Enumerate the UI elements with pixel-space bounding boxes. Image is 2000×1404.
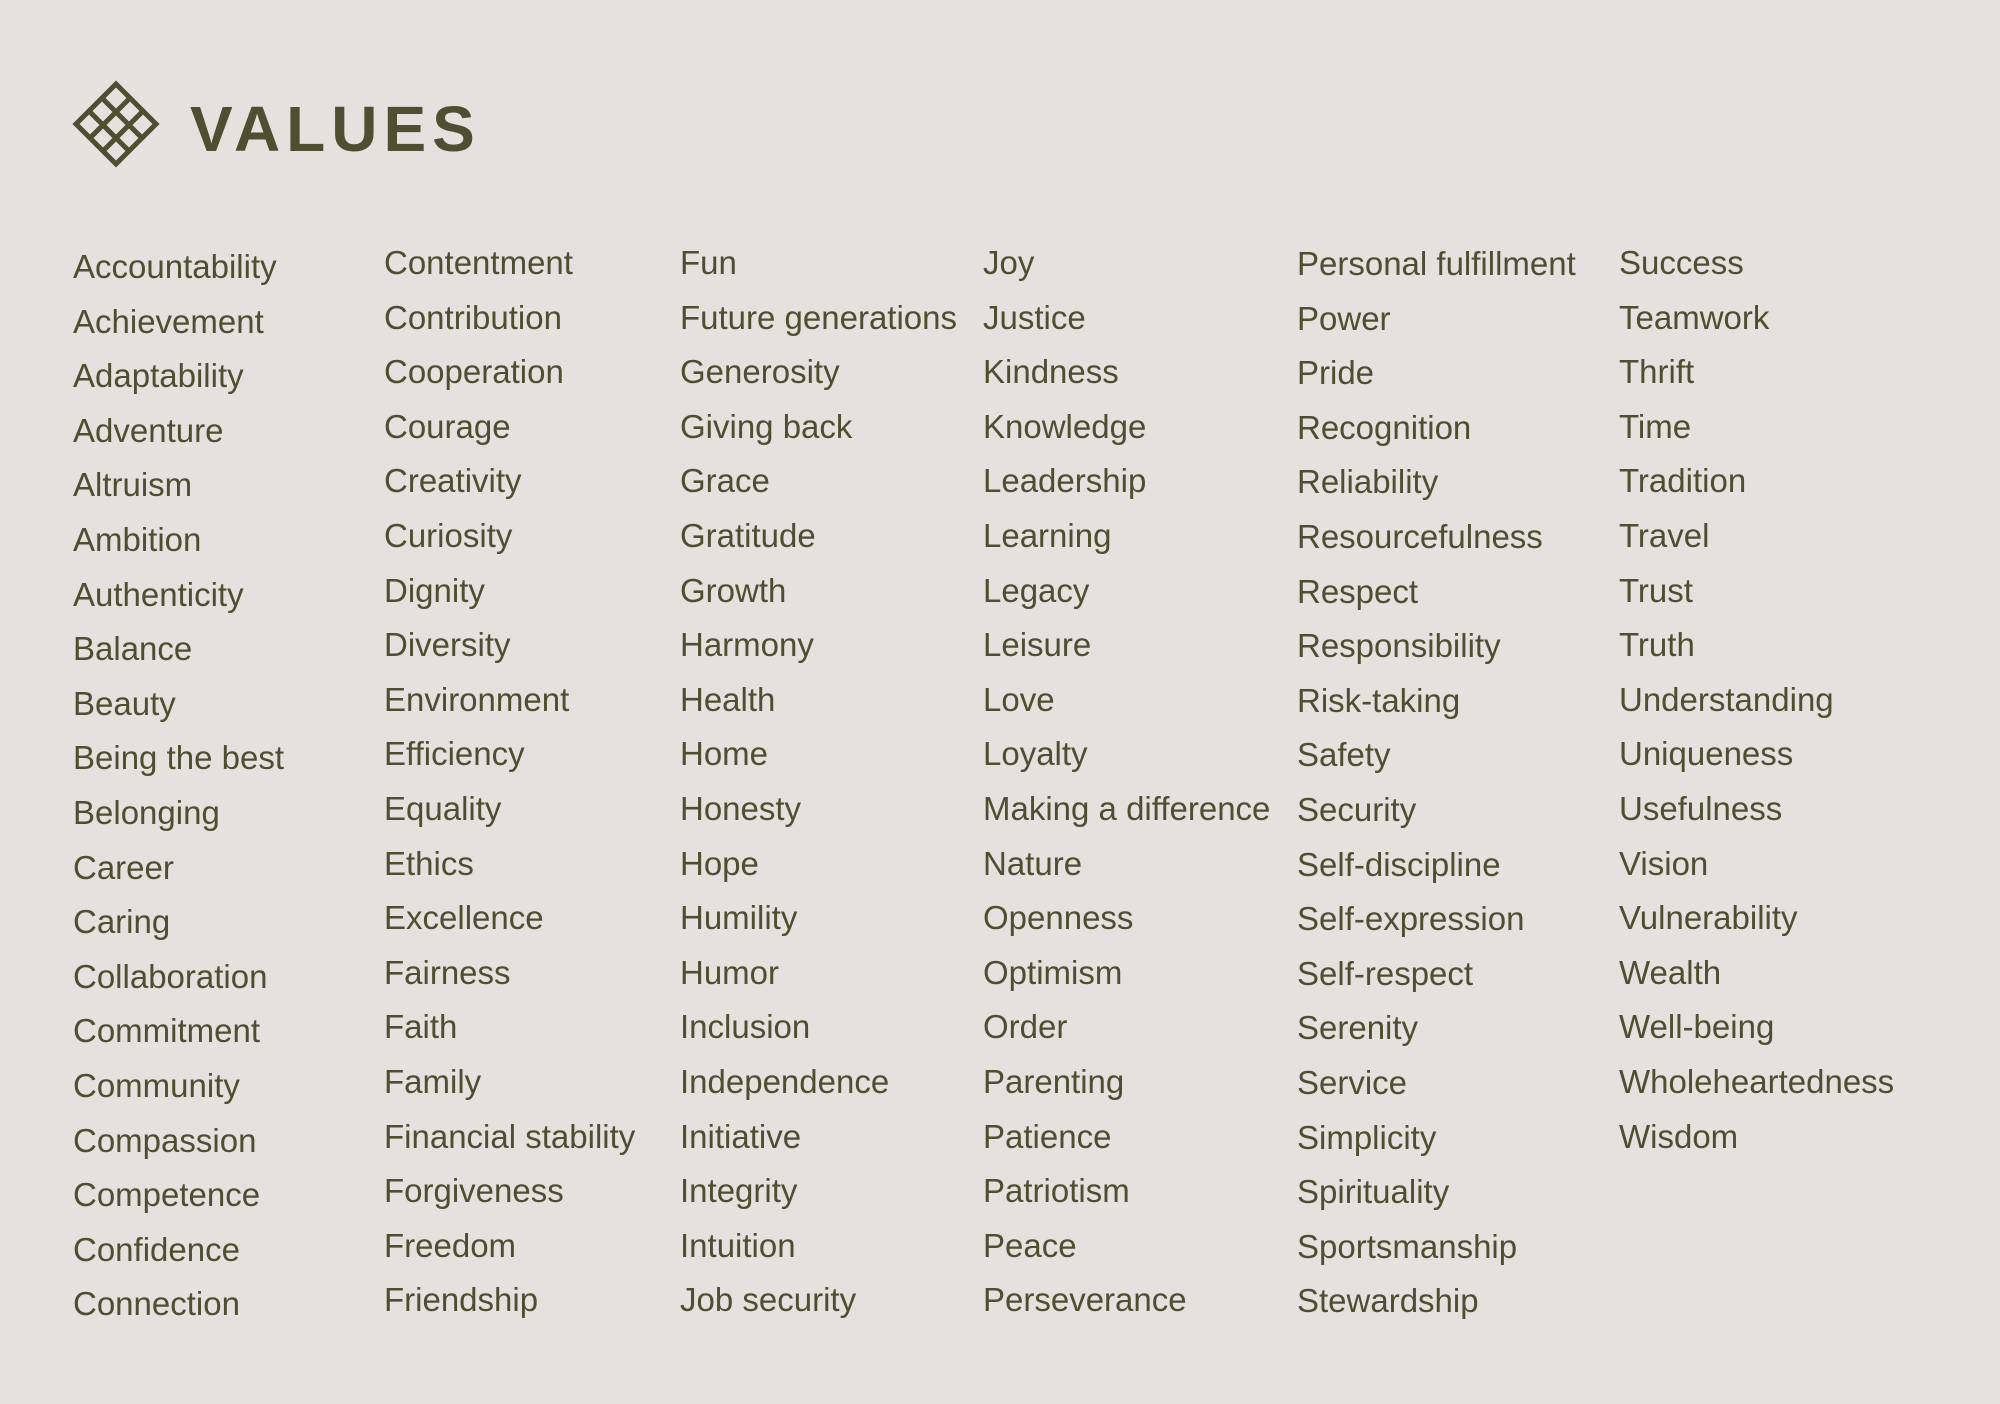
value-item: Financial stability [384,1117,636,1155]
value-item: Integrity [680,1172,798,1210]
value-item: Risk-taking [1297,681,1461,719]
value-item: Simplicity [1297,1118,1437,1156]
value-item: Generosity [680,353,840,391]
value-item: Recognition [1297,408,1472,446]
value-item: Self-respect [1297,954,1474,992]
value-item: Wholeheartedness [1619,1062,1895,1100]
value-item: Optimism [983,953,1123,991]
value-item: Hope [680,844,759,882]
value-item: Loyalty [983,735,1088,773]
value-item: Leisure [983,626,1092,664]
value-item: Love [983,680,1055,718]
value-item: Faith [384,1008,458,1046]
values-column-1 [73,240,284,1332]
value-item: Future generations [680,298,958,336]
value-item: Compassion [73,1121,257,1159]
value-item: Responsibility [1297,627,1501,665]
value-item: Friendship [384,1281,539,1319]
value-item: Wealth [1619,953,1722,991]
value-item: Adaptability [73,357,244,395]
value-item: Diversity [384,626,511,664]
value-item: Usefulness [1619,789,1783,827]
value-item: Excellence [384,899,544,937]
value-item: Curiosity [384,516,513,554]
value-item: Personal fulfillment [1297,245,1576,282]
value-item: Job security [680,1281,857,1319]
value-item: Environment [384,680,570,718]
value-item: Order [983,1008,1068,1046]
value-item: Altruism [73,466,193,504]
value-item: Contentment [384,244,573,281]
value-item: Ambition [73,520,202,558]
value-item: Community [73,1066,240,1104]
value-item: Understanding [1619,680,1834,718]
value-item: Respect [1297,572,1419,610]
value-item: Joy [983,244,1035,281]
value-item: Contribution [384,298,562,336]
value-item: Honesty [680,789,802,827]
value-item: Gratitude [680,516,816,554]
value-item: Initiative [680,1117,802,1155]
value-item: Career [73,848,174,886]
value-item: Balance [73,630,193,668]
value-item: Perseverance [983,1281,1187,1319]
value-item: Collaboration [73,957,268,995]
value-item: Efficiency [384,735,525,773]
value-item: Sportsmanship [1297,1227,1518,1265]
value-item: Security [1297,790,1417,828]
value-item: Freedom [384,1226,517,1264]
value-item: Cooperation [384,353,564,391]
value-item: Thrift [1619,353,1695,391]
value-item: Travel [1619,516,1710,554]
values-column-4 [983,236,1270,1328]
value-item: Adventure [73,411,224,449]
value-item: Forgiveness [384,1172,564,1210]
value-item: Trust [1619,571,1693,609]
value-item: Competence [73,1176,261,1214]
value-item: Well-being [1619,1008,1775,1046]
value-item: Inclusion [680,1008,811,1046]
value-item: Belonging [73,793,220,831]
value-item: Self-discipline [1297,845,1501,883]
value-item: Vision [1619,844,1709,882]
value-item: Tradition [1619,462,1747,500]
value-item: Self-expression [1297,900,1525,938]
value-item: Ethics [384,844,474,882]
value-item: Safety [1297,736,1391,774]
value-item: Kindness [983,353,1119,391]
page-title: VALUES [190,93,481,165]
value-item: Resourcefulness [1297,517,1543,555]
values-column-5 [1297,237,1576,1329]
value-item: Leadership [983,462,1147,500]
value-item: Accountability [73,248,277,285]
value-item: Confidence [73,1230,240,1268]
value-item: Service [1297,1063,1408,1101]
value-item: Humor [680,953,780,991]
value-item: Growth [680,571,787,609]
value-item: Vulnerability [1619,899,1798,937]
value-item: Humility [680,899,798,937]
value-item: Patience [983,1117,1112,1155]
value-item: Peace [983,1226,1077,1264]
value-item: Fun [680,244,737,281]
value-item: Patriotism [983,1172,1130,1210]
value-item: Spirituality [1297,1173,1450,1211]
value-item: Pride [1297,354,1375,392]
value-item: Being the best [73,739,284,777]
value-item: Uniqueness [1619,735,1794,773]
value-item: Justice [983,298,1086,336]
value-item: Beauty [73,684,176,722]
value-item: Dignity [384,571,485,609]
values-column-6 [1619,236,1894,1164]
value-item: Power [1297,299,1391,337]
value-item: Independence [680,1062,890,1100]
value-item: Authenticity [73,575,244,613]
value-item: Caring [73,903,171,941]
value-item: Legacy [983,571,1090,609]
value-item: Home [680,735,769,773]
value-item: Harmony [680,626,814,664]
value-item: Stewardship [1297,1282,1479,1320]
value-item: Truth [1619,626,1695,664]
value-item: Fairness [384,953,511,991]
value-item: Success [1619,244,1744,281]
value-item: Commitment [73,1012,261,1050]
values-column-3 [680,236,957,1328]
value-item: Courage [384,407,511,445]
value-item: Openness [983,899,1134,937]
value-item: Parenting [983,1062,1125,1100]
values-column-2 [384,236,635,1328]
page-header [72,80,481,178]
value-item: Family [384,1062,482,1100]
value-item: Creativity [384,462,522,500]
value-item: Achievement [73,302,264,340]
value-item: Learning [983,516,1112,554]
value-item: Nature [983,844,1083,882]
value-item: Giving back [680,407,853,445]
value-item: Time [1619,407,1692,445]
value-item: Knowledge [983,407,1147,445]
value-item: Connection [73,1285,240,1323]
value-item: Intuition [680,1226,796,1264]
value-item: Equality [384,789,502,827]
value-item: Serenity [1297,1009,1419,1047]
value-item: Wisdom [1619,1117,1739,1155]
interlocking-diamond-logo-icon [72,80,160,178]
value-item: Reliability [1297,463,1439,501]
value-item: Health [680,680,776,718]
value-item: Teamwork [1619,298,1770,336]
value-item: Making a difference [983,789,1271,827]
value-item: Grace [680,462,770,500]
